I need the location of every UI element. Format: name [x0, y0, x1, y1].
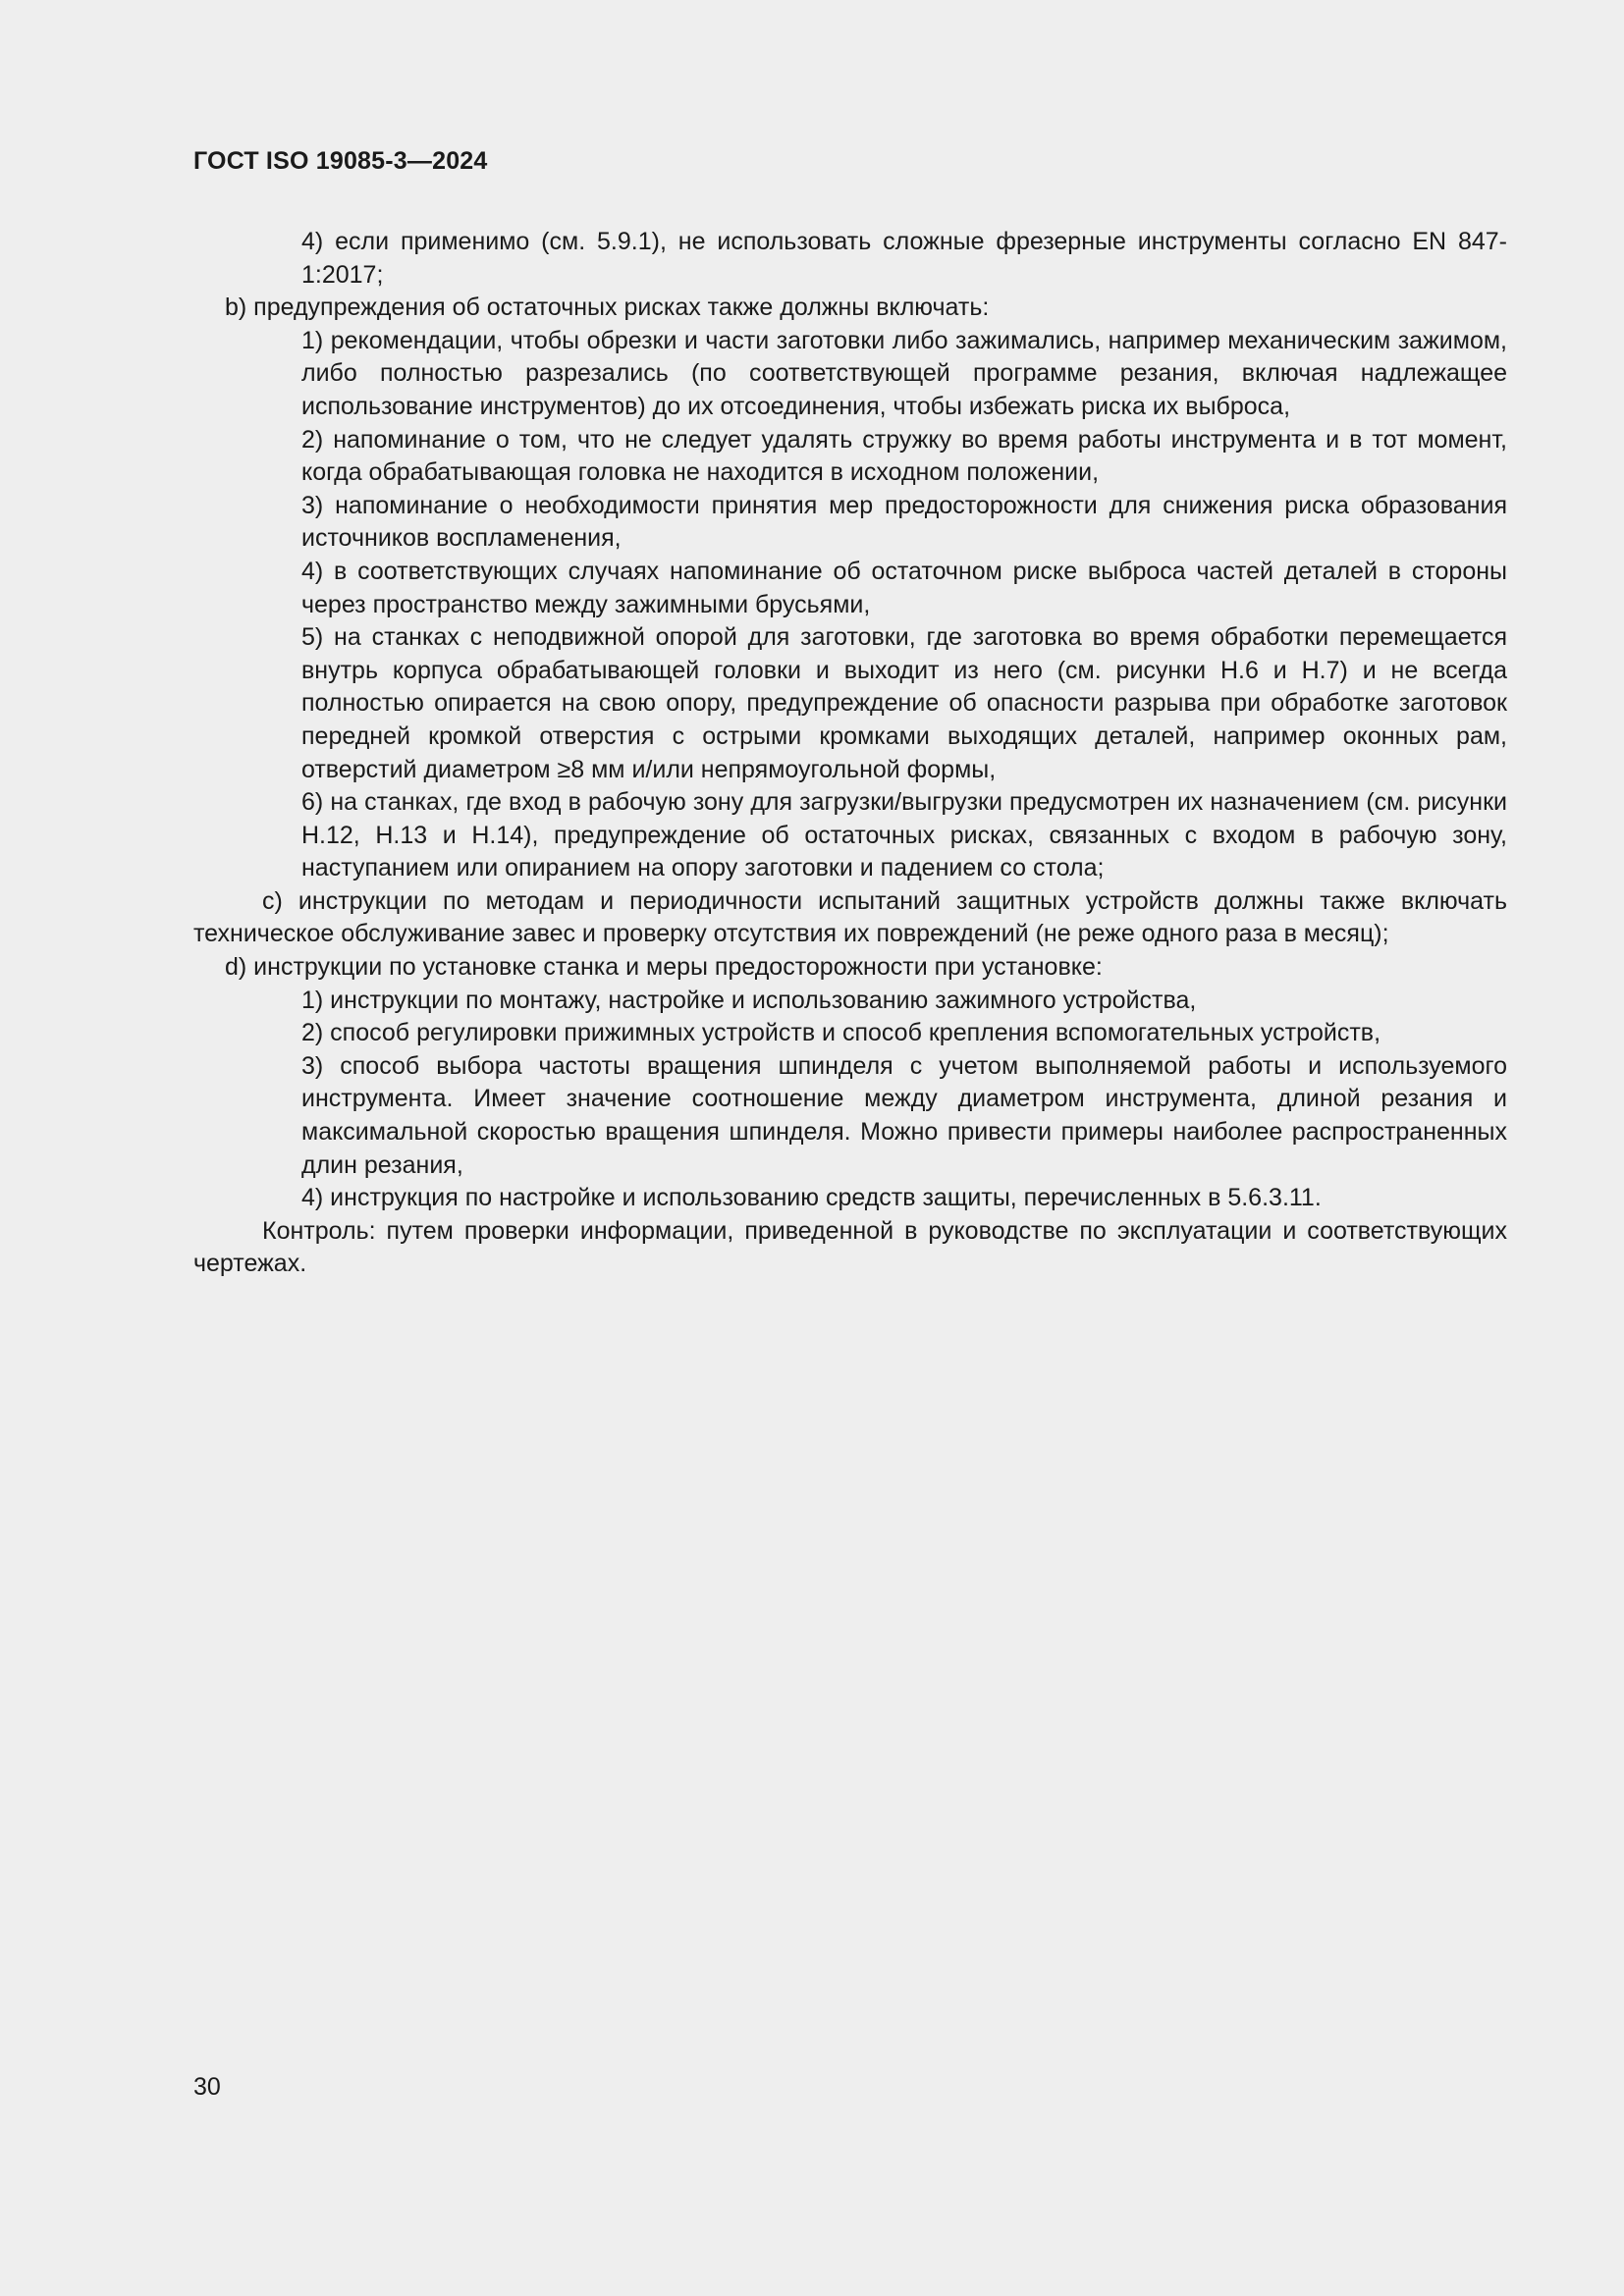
paragraph: d) инструкции по установке станка и меры предосторожности при установке:: [225, 953, 1103, 982]
paragraph: 2) способ регулировки прижимных устройств и способ крепления вспомогательных устройств,: [301, 1019, 1381, 1047]
paragraph: 4) инструкция по настройке и использованию средств защиты, перечисленных в 5.6.3.11.: [301, 1184, 1322, 1212]
paragraph: 2) напоминание о том, что не следует удалять стружку во время работы инструмента и в тот момент, когда обрабатывающая головка не находится в исходном положении,: [301, 425, 1507, 487]
paragraph: Контроль: путем проверки информации, приведенной в руководстве по эксплуатации и соответствующих чертежах.: [193, 1216, 1507, 1278]
page-number: 30: [193, 2073, 221, 2101]
document-header: ГОСТ ISO 19085-3—2024: [193, 147, 488, 175]
paragraph: 3) напоминание о необходимости принятия мер предосторожности для снижения риска образования источников воспламенения,: [301, 491, 1507, 553]
paragraph: 3) способ выбора частоты вращения шпинделя с учетом выполняемой работы и используемого инструмента. Имеет значение соотношение между диаметром инструмента, длиной резания и максимальной скоростью вращения шпинделя. Можно привести примеры наиболее распространенных длин резания,: [301, 1051, 1507, 1179]
paragraph: 6) на станках, где вход в рабочую зону для загрузки/выгрузки предусмотрен их назначением (см. рисунки H.12, H.13 и H.14), предупреждение об остаточных рисках, связанных с входом в рабочую зону, наступанием или опиранием на опору заготовки и падением со стола;: [301, 788, 1507, 882]
paragraph: b) предупреждения об остаточных рисках также должны включать:: [225, 294, 990, 322]
paragraph: c) инструкции по методам и периодичности испытаний защитных устройств должны также включать техническое обслуживание завес и проверку отсутствия их повреждений (не реже одного раза в месяц);: [193, 886, 1507, 948]
paragraph: 1) рекомендации, чтобы обрезки и части заготовки либо зажимались, например механическим зажимом, либо полностью разрезались (по соответствующей программе резания, включая надлежащее использование инструментов) до их отсоединения, чтобы избежать риска их выброса,: [301, 326, 1507, 420]
paragraph: 4) если применимо (см. 5.9.1), не использовать сложные фрезерные инструменты согласно EN 847-1:2017;: [301, 228, 1507, 289]
paragraph: 5) на станках с неподвижной опорой для заготовки, где заготовка во время обработки перемещается внутрь корпуса обрабатывающей головки и выходит из него (см. рисунки H.6 и H.7) и не всегда полностью опирается на свою опору, предупреждение об опасности разрыва при обработке заготовок передней кромкой отверстия с острыми кромками выходящих деталей, например оконных рам, отверстий диаметром ≥8 мм и/или непрямоугольной формы,: [301, 623, 1507, 783]
paragraph: 1) инструкции по монтажу, настройке и использованию зажимного устройства,: [301, 986, 1197, 1014]
paragraph: 4) в соответствующих случаях напоминание об остаточном риске выброса частей деталей в стороны через пространство между зажимными брусьями,: [301, 557, 1507, 618]
document-body: [193, 226, 1507, 1281]
